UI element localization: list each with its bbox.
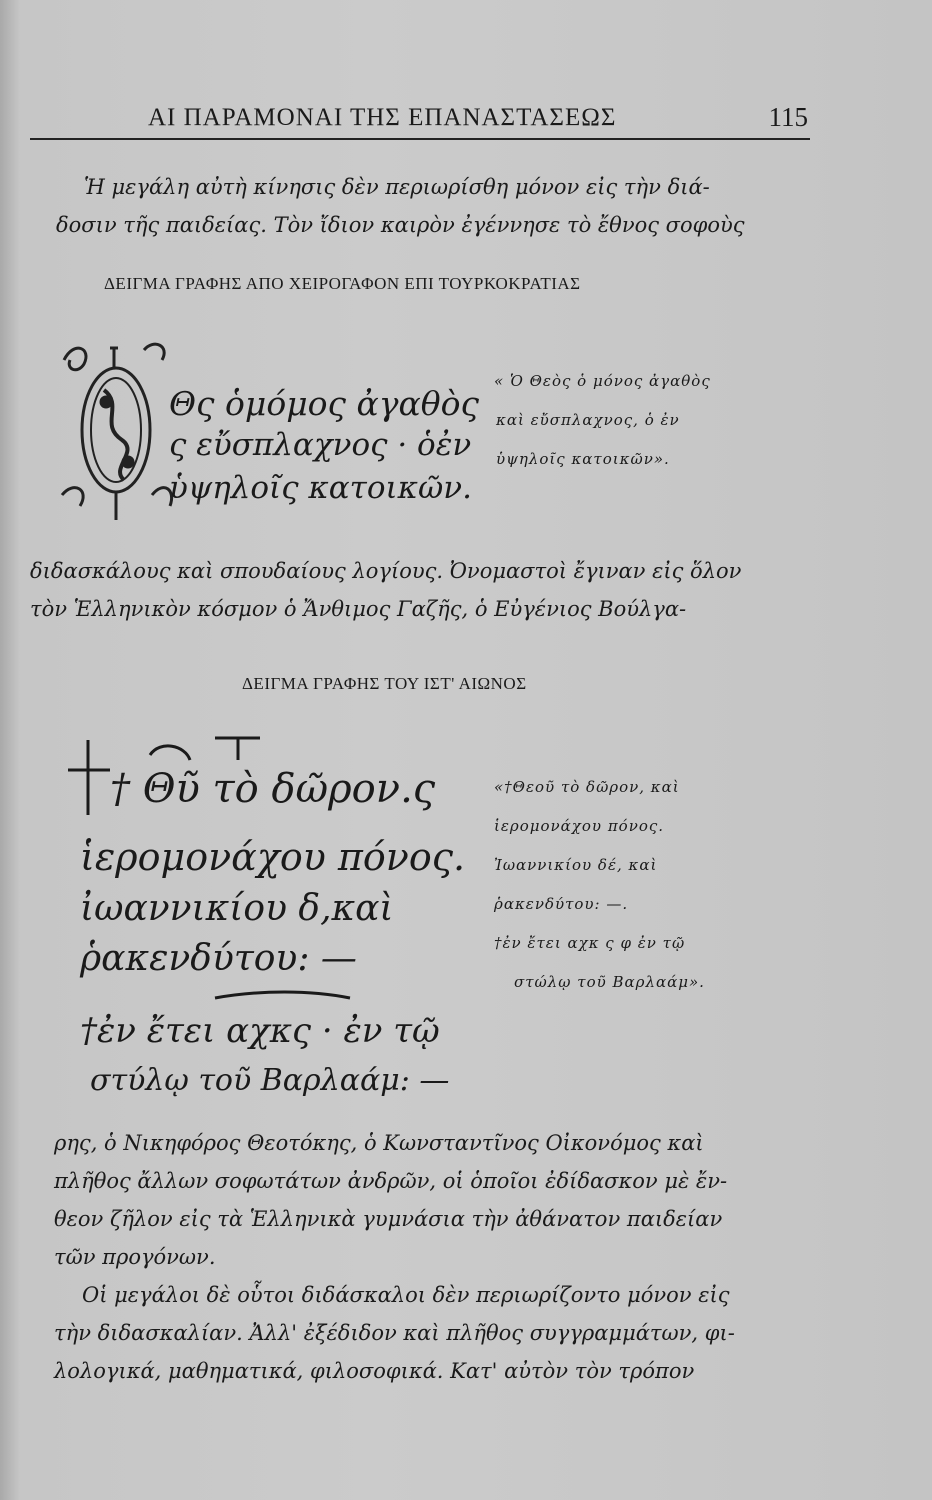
text-line: λολογικά, μαθηματικά, φιλοσοφικά. Κατ' αὐτὸν τὸν τρόπον — [54, 1359, 695, 1383]
paragraph-bottom — [54, 1124, 834, 1390]
manuscript-line: ὑψηλοῖς κατοικῶν. — [169, 470, 472, 506]
manuscript-line: †ἐν ἔτει αχκς · ἐν τῷ — [80, 1011, 440, 1051]
manuscript-line: ἰωαννικίου δ,καὶ — [80, 888, 394, 929]
text-line: τὸν Ἑλληνικὸν κόσμον ὁ Ἄνθιμος Γαζῆς, ὁ Εὐγένιος Βούλγα- — [30, 597, 687, 621]
text-line: ρης, ὁ Νικηφόρος Θεοτόκης, ὁ Κωνσταντῖνος Οἰκονόμος καὶ — [54, 1131, 704, 1155]
transcription-line: ἱερομονάχου πόνος. — [494, 817, 665, 835]
text-line: τὴν διδασκαλίαν. Ἀλλ' ἐξέδιδον καὶ πλῆθος συγγραμμάτων, φι- — [54, 1321, 735, 1345]
manuscript-line: ἱερομονάχου πόνος. — [80, 835, 466, 879]
decorated-initial-theta — [62, 344, 172, 520]
transcription-line: †ἐν ἔτει αχκ ς φ ἐν τῷ — [494, 934, 686, 952]
transcription-line: καὶ εὔσπλαχνος, ὁ ἐν — [496, 411, 680, 429]
manuscript-line: Θς ὁμόμος ἀγαθὸς — [169, 384, 480, 423]
manuscript-line: † Θῦ τὸ δῶρον.ς — [110, 766, 436, 812]
figure2-transcription — [494, 768, 705, 1002]
figure2-caption: ΔΕΙΓΜΑ ΓΡΑΦΗΣ ΤΟΥ ΙΣΤ' ΑΙΩΝΟΣ — [242, 674, 527, 693]
page-number: 115 — [768, 102, 808, 132]
text-line: Ἡ μεγάλη αὐτὴ κίνησις δὲν περιωρίσθη μόνον εἰς τὴν διά- — [84, 175, 710, 199]
transcription-line: στώλῳ τοῦ Βαρλαάμ». — [514, 973, 705, 991]
manuscript-line: ῥακενδύτου: — — [80, 938, 357, 979]
transcription-line: « Ὁ Θεὸς ὁ μόνος ἀγαθὸς — [494, 372, 711, 390]
header-rule — [30, 138, 810, 140]
transcription-line: ῥακενδύτου: —. — [494, 895, 629, 913]
transcription-line: «†Θεοῦ τὸ δῶρον, καὶ — [494, 778, 680, 796]
manuscript-line: στύλῳ τοῦ Βαρλαάμ: — — [90, 1063, 450, 1098]
manuscript-sample-2 — [50, 720, 470, 1110]
figure1-caption: ΔΕΙΓΜΑ ΓΡΑΦΗΣ ΑΠΟ ΧΕΙΡΟΓΑΦΟΝ ΕΠΙ ΤΟΥΡΚΟΚΡΑΤΙΑΣ — [104, 274, 581, 293]
paragraph-top — [56, 168, 816, 244]
text-line: δοσιν τῆς παιδείας. Τὸν ἴδιον καιρὸν ἐγέννησε τὸ ἔθνος σοφοὺς — [56, 213, 745, 237]
text-line: Οἱ μεγάλοι δὲ οὗτοι διδάσκαλοι δὲν περιωρίζοντο μόνον εἰς — [82, 1283, 730, 1307]
text-line: τῶν προγόνων. — [54, 1245, 216, 1269]
manuscript-sample-1 — [44, 330, 494, 530]
transcription-line: ὑψηλοῖς κατοικῶν». — [496, 450, 670, 468]
page-header — [30, 98, 810, 140]
paragraph-middle — [30, 552, 830, 628]
text-line: πλῆθος ἄλλων σοφωτάτων ἀνδρῶν, οἱ ὁποῖοι ἐδίδασκον μὲ ἔν- — [54, 1169, 728, 1193]
figure1-transcription — [494, 362, 711, 479]
manuscript-line: ς εὔσπλαχνος · ὁἐν — [169, 427, 472, 463]
running-title: ΑΙ ΠΑΡΑΜΟΝΑΙ ΤΗΣ ΕΠΑΝΑΣΤΑΣΕΩΣ — [148, 104, 617, 131]
text-line: θεον ζῆλον εἰς τὰ Ἑλληνικὰ γυμνάσια τὴν ἀθάνατον παιδείαν — [54, 1207, 723, 1231]
transcription-line: Ἰωαννικίου δέ, καὶ — [494, 856, 658, 874]
text-line: διδασκάλους καὶ σπουδαίους λογίους. Ὀνομαστοὶ ἔγιναν εἰς ὅλον — [30, 559, 742, 583]
